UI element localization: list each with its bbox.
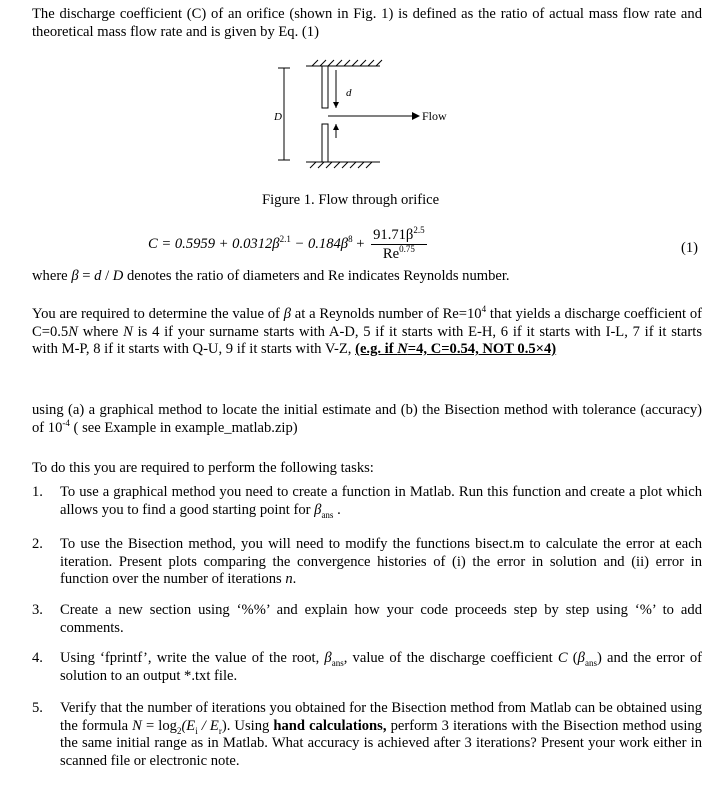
method-c: ( see Example in example_matlab.zip) [69, 419, 298, 436]
list-item [32, 602, 702, 637]
where-b: β [71, 268, 79, 284]
task-example [355, 341, 556, 357]
list-item [32, 700, 702, 770]
item-1-a: To use a graphical method you need to create a function in Matlab. Run this function and create a plot which allows you to find a good starting point for [60, 484, 702, 518]
eq-fraction [371, 226, 427, 263]
item-4-b: β [324, 650, 332, 666]
where-f: D [112, 268, 124, 284]
where-g: denotes the ratio of diameters and Re indicates Reynolds number. [126, 268, 510, 284]
where-a: where [32, 268, 72, 284]
item-number: 5. [32, 700, 43, 716]
eq-lhs: C = 0.5959 + 0.0312β [148, 235, 280, 252]
figure-caption: Figure 1. Flow through orifice [262, 192, 440, 208]
item-5-d: 2 [176, 725, 182, 736]
item-number: 2. [32, 536, 43, 552]
method-b: -4 [62, 417, 70, 428]
task-b: β [283, 306, 291, 322]
item-2-b: n [285, 571, 293, 587]
task-e: that yields a discharge coefficient of C=0.5 [32, 306, 702, 340]
list-item [32, 536, 702, 589]
eq-exp2: 8 [348, 233, 353, 244]
equation-1 [148, 226, 427, 263]
item-4-h: ans [584, 657, 597, 668]
item-5-k: perform 3 iterations with the Bisection method using the same initial range as in Matlab. What accuracy is achieved after 3 iterations? Present your work either in scanned file or electronic note. [60, 717, 702, 769]
todo-heading: To do this you are required to perform the following tasks: [32, 460, 374, 476]
where-e: / [101, 268, 113, 284]
task-u1: (e.g. if [355, 341, 398, 357]
item-4-e: C [557, 650, 568, 666]
eq-denexp: 0.75 [399, 244, 415, 255]
task-h: N [123, 323, 133, 340]
item-number: 4. [32, 650, 43, 666]
plate-top [322, 66, 328, 108]
task-u2: N [397, 341, 408, 357]
task-a: You are required to determine the value of [32, 306, 284, 322]
item-5-c: = log [141, 717, 177, 734]
plate-bottom [322, 124, 328, 162]
item-1-b: β [314, 501, 322, 518]
eq-den: Re [382, 246, 400, 262]
where-d: d [94, 268, 102, 284]
eq-plus: + [352, 235, 369, 252]
item-5-i: ). Using [221, 717, 274, 734]
item-5-b: N [132, 717, 142, 734]
task-f: N [68, 323, 78, 340]
item-4-g: β [577, 650, 585, 666]
equation-number: (1) [680, 240, 698, 256]
eq-numexp: 2.5 [413, 225, 425, 236]
label-d: d [346, 87, 352, 99]
task-u3: =4, C=0.54, NOT 0.5×4) [407, 341, 557, 357]
item-1-d: . [333, 501, 341, 518]
list-item [32, 650, 702, 685]
item-number: 3. [32, 602, 43, 618]
method-paragraph [32, 402, 702, 437]
item-number: 1. [32, 484, 43, 500]
item-4-a: Using ‘fprintf’, write the value of the root, [60, 650, 325, 666]
item-5-g: / E [197, 717, 219, 734]
item-4-d: , value of the discharge coefficient [343, 650, 558, 666]
task-i: is 4 if your surname starts with A-D, 5 if it starts with E-H, 6 if it starts with I-L, 7 if it starts with M-P, 8 if it starts with Q-U, 9 if it starts with V-Z, [32, 323, 702, 357]
where-paragraph [32, 268, 702, 286]
eq-num: 91.71β [373, 227, 414, 243]
item-2-c: . [292, 571, 297, 587]
orifice-figure [262, 58, 462, 188]
method-a: using (a) a graphical method to locate the initial estimate and (b) the Bisection method with tolerance (accuracy) of 10 [32, 402, 702, 436]
item-5-a: Verify that the number of iterations you obtained for the Bisection method from Matlab can be obtained using the formula [60, 700, 702, 734]
task-d: 4 [481, 304, 487, 315]
label-flow: Flow [422, 109, 447, 123]
item-4-c: ans [331, 657, 344, 668]
where-c: = [78, 268, 95, 284]
intro-paragraph [32, 6, 702, 41]
task-paragraph [32, 306, 702, 359]
item-5-f: i [195, 725, 198, 736]
intro-text: The discharge coefficient (C) of an orifice (shown in Fig. 1) is defined as the ratio of actual mass flow rate and theoretical mass flow rate and is given by Eq. (1) [32, 6, 702, 40]
item-5-j: hand calculations, [273, 717, 387, 734]
task-c: at a Reynolds number of Re=10 [290, 306, 482, 322]
item-5-h: r [218, 725, 222, 736]
eq-exp1: 2.1 [279, 233, 291, 244]
item-3-a: Create a new section using ‘%%’ and explain how your code proceeds step by step using ‘%’ to add comments. [60, 602, 702, 636]
eq-mid: − 0.184β [290, 235, 349, 252]
list-item [32, 484, 702, 519]
item-1-c: ans [321, 509, 334, 520]
item-4-f: ( [567, 650, 578, 666]
item-5-e: (E [181, 717, 196, 734]
item-4-i: ) and the error of solution to an output *.txt file. [60, 650, 702, 684]
item-2-a: To use the Bisection method, you will need to modify the functions bisect.m to calculate the error at each iteration. Present plots comparing the convergence histories of (i) the error in solution and (ii) error in function over the number of iterations [60, 536, 702, 587]
task-g: where [77, 323, 124, 340]
label-D: D [274, 111, 282, 123]
